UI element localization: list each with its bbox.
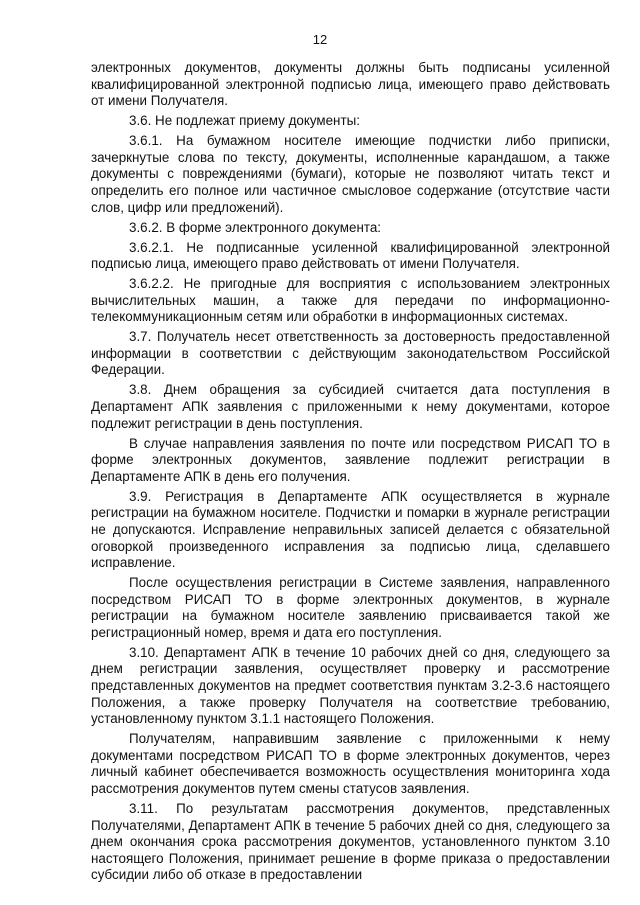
paragraph-3-11: 3.11. По результатам рассмотрения документов, представленных Получателями, Департамент АПК в течение 5 рабочих дней со дня, следующего за днем окончания срока рассмотрения документов, установленного пунктом 3.10 настоящего Положения, принимает решение в форме приказа о предоставлении субсидии либо об отказе в предоставлении bbox=[91, 801, 610, 883]
paragraph-3-6-2-1: 3.6.2.1. Не подписанные усиленной квалифицированной электронной подписью лица, имеющего право действовать от имени Получателя. bbox=[91, 239, 610, 272]
page-number: 12 bbox=[312, 32, 328, 47]
paragraph-continuation: электронных документов, документы должны быть подписаны усиленной квалифицированной электронной подписью лица, имеющего право действовать от имени Получателя. bbox=[91, 60, 610, 109]
paragraph-3-6-2: 3.6.2. В форме электронного документа: bbox=[129, 219, 382, 235]
paragraph-3-8-mail: В случае направления заявления по почте или посредством РИСАП ТО в форме электронных документов, заявление подлежит регистрации в Департаменте АПК в день его получения. bbox=[91, 435, 610, 484]
paragraph-3-9: 3.9. Регистрация в Департаменте АПК осуществляется в журнале регистрации на бумажном носителе. Подчистки и помарки в журнале регистрации не допускаются. Исправление неправильных записей делается с обязательной оговоркой произведенного исправления за подписью лица, сделавшего исправление. bbox=[91, 488, 610, 571]
paragraph-3-8: 3.8. Днем обращения за субсидией считается дата поступления в Департамент АПК заявления с приложенными к нему документами, которое подлежит регистрации в день поступления. bbox=[91, 382, 610, 431]
paragraph-3-6: 3.6. Не подлежат приему документы: bbox=[129, 113, 360, 129]
paragraph-3-9-system: После осуществления регистрации в Системе заявления, направленного посредством РИСАП ТО в форме электронных документов, в журнале регистрации на бумажном носителе заявлению присваивается такой же регистрационный номер, время и дата его поступления. bbox=[91, 575, 610, 640]
paragraph-3-7: 3.7. Получатель несет ответственность за достоверность предоставленной информации в соответствии с действующим законодательством Российской Федерации. bbox=[91, 329, 610, 378]
paragraph-3-10: 3.10. Департамент АПК в течение 10 рабочих дней со дня, следующего за днем регистрации заявления, осуществляет проверку и рассмотрение представленных документов на предмет соответствия пунктам 3.2-3.6 настоящего Положения, а также проверку Получателя на соответствие требованию, установленному пунктом 3.1.1 настоящего Положения. bbox=[91, 644, 610, 727]
document-body bbox=[91, 60, 610, 884]
paragraph-3-6-2-2: 3.6.2.2. Не пригодные для восприятия с использованием электронных вычислительных машин, а также для передачи по информационно-телекоммуникационным сетям или обработки в информационных системах. bbox=[91, 276, 610, 325]
paragraph-3-10-monitoring: Получателям, направившим заявление с приложенными к нему документами посредством РИСАП ТО в форме электронных документов, через личный кабинет обеспечивается возможность осуществления мониторинга хода рассмотрения документов путем смены статусов заявления. bbox=[91, 731, 610, 797]
paragraph-3-6-1: 3.6.1. На бумажном носителе имеющие подчистки либо приписки, зачеркнутые слова по тексту, документы, исполненные карандашом, а также документы с повреждениями (бумаги), которые не позволяют читать текст и определить его полное или частичное смысловое содержание (отсутствие части слов, цифр или предложений). bbox=[91, 133, 610, 215]
